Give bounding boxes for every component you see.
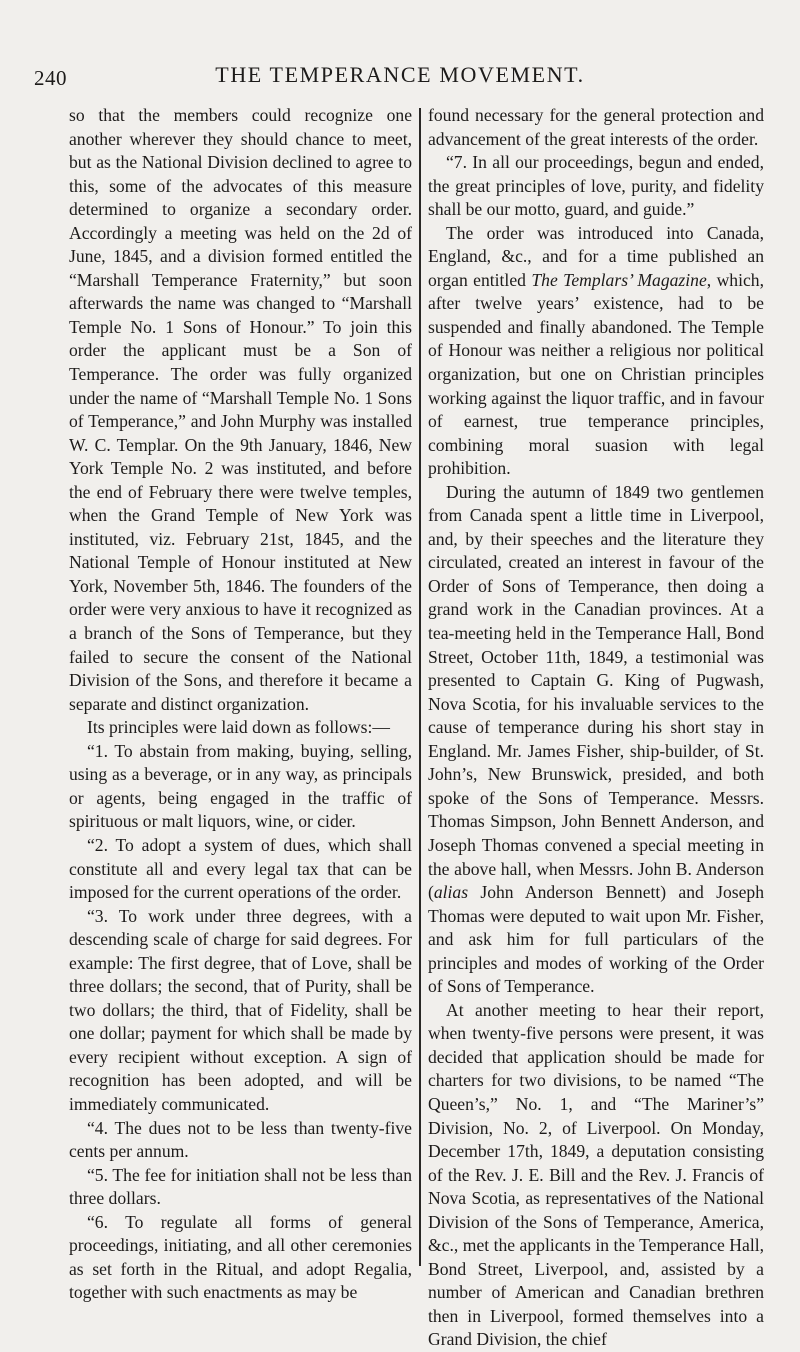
paragraph: “1. To abstain from making, buying, selling, using as a beverage, or in any way, as principals or agents, being engaged in the traffic of spirituous or malt liquors, wine, or cider.: [69, 740, 412, 832]
paragraph: found necessary for the general protection and advancement of the great interests of the order.: [428, 105, 764, 149]
paragraph: so that the members could recognize one another wherever they should chance to meet, but as the National Division declined to agree to this, some of the advocates of this measure determined to organize a secondary order. Accordingly a meeting was held on the 2d of June, 1845, and a division formed entitled the “Marshall Temperance Fraternity,” but soon afterwards the name was changed to “Marshall Temple No. 1 Sons of Honour.” To join this order the applicant must be a Son of Temperance. The order was fully organized under the name of “Marshall Temple No. 1 Sons of Temperance,” and John Murphy was installed W. C. Templar. On the 9th January, 1846, New York Temple No. 2 was instituted, and before the end of February there were twelve temples, when the Grand Temple of New York was instituted, viz. February 21st, 1845, and the National Temple of Honour instituted at New York, November 5th, 1846. The founders of the order were very anxious to have it recognized as a branch of the Sons of Temperance, but they failed to secure the consent of the National Division of the Sons, and therefore it became a separate and distinct organization.: [69, 105, 412, 714]
paragraph: “2. To adopt a system of dues, which shall constitute all and every legal tax that can be imposed for the current operations of the order.: [69, 834, 412, 903]
text-run: John Anderson Bennett) and Joseph Thomas were deputed to wait upon Mr. Fisher, and ask him for full particulars of the principles and modes of working of the Order of Sons of Temperance.: [428, 882, 764, 997]
paragraph: “7. In all our proceedings, begun and ended, the great principles of love, purity, and fidelity shall be our motto, guard, and guide.”: [428, 152, 764, 220]
paragraph: “6. To regulate all forms of general proceedings, initiating, and all other ceremonies as set forth in the Ritual, and adopt Regalia, together with such enactments as may be: [69, 1211, 412, 1303]
page-number: 240: [34, 66, 67, 90]
right-column: [428, 104, 764, 1352]
running-head: THE TEMPERANCE MOVEMENT.: [215, 62, 585, 87]
column-divider: [419, 108, 421, 1266]
text-run: , which, after twelve years’ existence, had to be suspended and finally abandoned. The Temple of Honour was neither a religious nor political organization, but one on Christian principles working against the liquor traffic, and in favour of earnest, true temperance principles, combining moral suasion with legal prohibition.: [428, 269, 764, 479]
magazine-title: The Templars’ Magazine: [531, 269, 707, 290]
paragraph: “5. The fee for initiation shall not be less than three dollars.: [69, 1164, 412, 1209]
text-run: During the autumn of 1849 two gentlemen from Canada spent a little time in Liverpool, and, by their speeches and the literature they circulated, created an interest in favour of the Order of Sons of Temperance, then doing a grand work in the Canadian provinces. At a tea-meeting held in the Temperance Hall, Bond Street, October 11th, 1849, a testimonial was presented to Captain G. King of Pugwash, Nova Scotia, for his invaluable services to the cause of temperance during his short stay in England. Mr. James Fisher, ship-builder, of St. John’s, New Brunswick, presided, and both spoke of the Sons of Temperance. Messrs. Thomas Simpson, John Bennett Anderson, and Joseph Thomas convened a special meeting in the above hall, when Messrs. John B. Anderson (: [428, 481, 764, 903]
paragraph: [428, 222, 764, 481]
alias-word: alias: [433, 882, 469, 903]
paragraph: “3. To work under three degrees, with a descending scale of charge for said degrees. For example: The first degree, that of Love, shall be three dollars; the second, that of Purity, shall be two dollars; the third, that of Fidelity, shall be one dollar; payment for which shall be made by every recipient without exception. A sign of recognition has been adopted, and will be immediately communicated.: [69, 905, 412, 1114]
text-run: The order was introduced into Canada, England, &c., and for a time published an organ entitled: [428, 222, 764, 290]
paragraph: At another meeting to hear their report, when twenty-five persons were present, it was decided that application should be made for charters for two divisions, to be named “The Queen’s,” No. 1, and “The Mariner’s” Division, No. 2, of Liverpool. On Monday, December 17th, 1849, a deputation consisting of the Rev. J. E. Bill and the Rev. J. Francis of Nova Scotia, as representatives of the National Division of the Sons of Temperance, America, &c., met the applicants in the Temperance Hall, Bond Street, Liverpool, and, assisted by a number of American and Canadian brethren then in Liverpool, formed themselves into a Grand Division, the chief: [428, 999, 764, 1350]
paragraph: Its principles were laid down as follows:—: [87, 717, 390, 738]
paragraph: [428, 481, 764, 999]
left-column: [69, 104, 412, 1305]
paragraph: “4. The dues not to be less than twenty-five cents per annum.: [69, 1117, 412, 1162]
